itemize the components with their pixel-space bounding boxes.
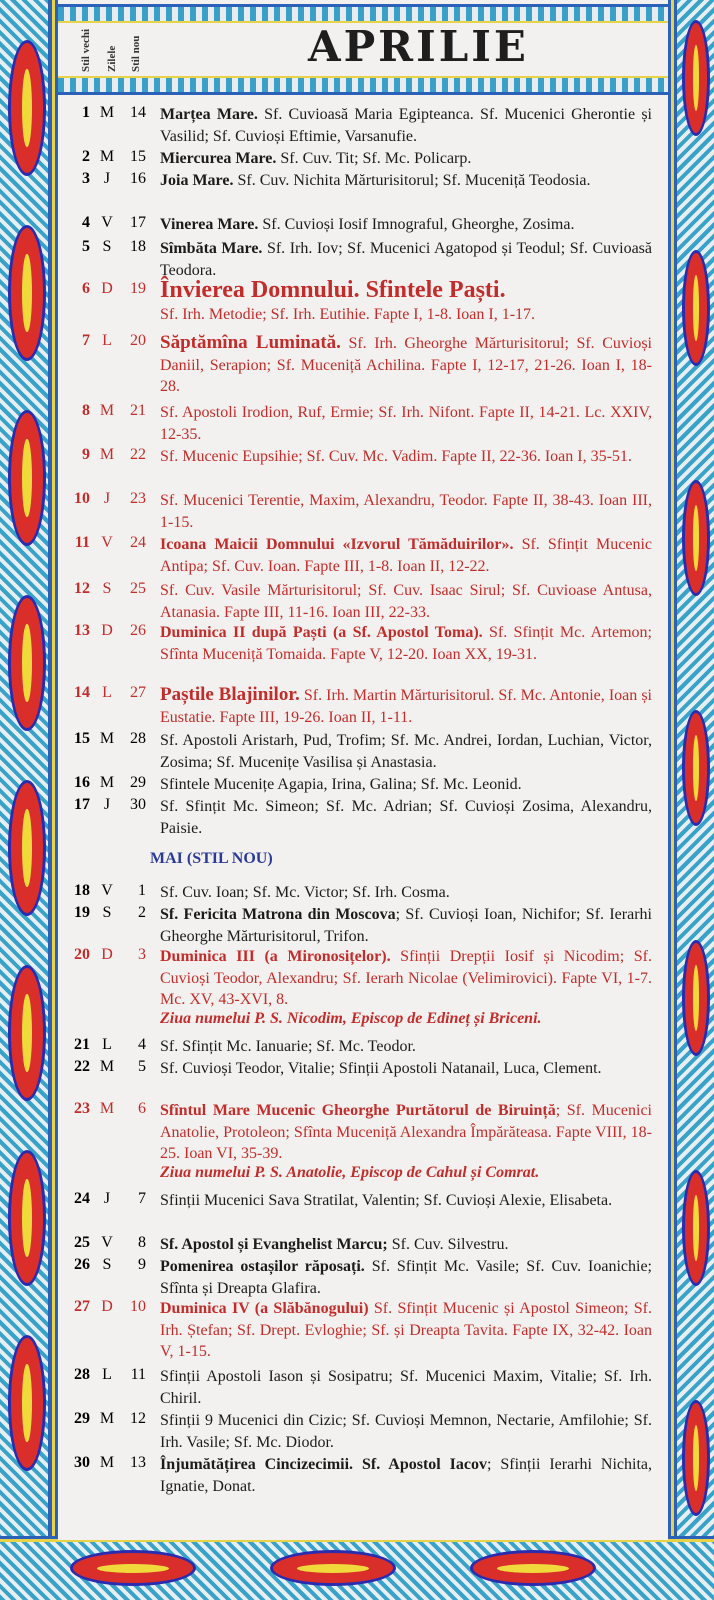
commemoration-text: Sf. Cuvioși Teodor, Vitalie; Sfinții Apostoli Natanail, Luca, Clement.	[160, 1060, 602, 1077]
column-header-old-style: Stil vechi	[80, 28, 92, 72]
feast-title: Miercurea Mare.	[160, 150, 277, 167]
feast-title: Duminica IV (a Slăbănogului)	[160, 1300, 369, 1317]
entry-text	[160, 622, 652, 665]
commemoration-text: Sf. Mucenici Terentie, Maxim, Alexandru, Teodor. Fapte II, 38-43. Ioan III, 1-15.	[160, 492, 652, 531]
old-style-date: 24	[74, 1190, 90, 1207]
commemoration-text: Sfinții Drepții Iosif și Nicodim; Sf. Cuvioși Teodor, Alexandru; Sf. Ierarh Nicolae (Velimirovici). Fapte VI, 1-7. Mc. XV, 43-XVI, 8.	[160, 948, 652, 1009]
old-style-date: 20	[74, 946, 90, 963]
new-style-date: 17	[130, 214, 146, 231]
new-style-date: 28	[130, 730, 146, 747]
old-style-date: 16	[74, 774, 90, 791]
feast-title: Înjumătățirea Cincizecimii. Sf. Apostol Iacov	[160, 1456, 487, 1473]
entry-text	[160, 946, 652, 1011]
ornament-medallion	[8, 1150, 46, 1286]
new-style-date: 9	[138, 1256, 146, 1273]
commemoration-text: ; Sfinții Ierarhi Nichita, Ignatie, Donat.	[160, 1456, 652, 1495]
commemoration-text: Sfinții 9 Mucenici din Cizic; Sf. Cuvioși Memnon, Nectarie, Amfilohie; Sf. Irh. Vasile; Sf. Mc. Diodor.	[160, 1412, 652, 1451]
ornament-medallion	[682, 1400, 710, 1516]
commemoration-text: Sf. Cuv. Vasile Mărturisitorul; Sf. Cuv. Isaac Sirul; Sf. Cuvioase Antusa, Atanasia. Fapte III, 11-16. Ioan III, 22-33.	[160, 582, 652, 621]
entry-text	[160, 1298, 652, 1363]
commemoration-text: Sf. Sfințit Mc. Artemon; Sfînta Muceniță Tomaida. Fapte V, 12-20. Ioan XX, 19-31.	[160, 624, 653, 663]
old-style-date: 6	[82, 280, 90, 297]
weekday-letter: J	[103, 170, 111, 187]
feast-title: Pomenirea ostașilor răposați.	[160, 1258, 365, 1275]
entry-text	[160, 402, 652, 445]
month-header	[58, 0, 668, 96]
old-style-date: 14	[74, 684, 90, 701]
old-style-date: 4	[82, 214, 90, 231]
new-style-date: 23	[130, 490, 146, 507]
new-style-date: 4	[138, 1036, 146, 1053]
new-style-date: 21	[130, 402, 146, 419]
ornament-medallion	[8, 965, 46, 1101]
ornament-medallion	[682, 480, 710, 596]
weekday-letter: J	[103, 1190, 111, 1207]
entry-text	[160, 148, 652, 170]
old-style-date: 13	[74, 622, 90, 639]
weekday-letter: V	[101, 1234, 113, 1251]
weekday-letter: M	[99, 446, 115, 463]
entry-text	[160, 104, 652, 147]
ornament-medallion	[8, 40, 46, 176]
ornament-medallion	[682, 250, 710, 366]
new-style-date: 6	[138, 1100, 146, 1117]
commemoration-text: Sf. Cuv. Ioan; Sf. Mc. Victor; Sf. Irh. Cosma.	[160, 884, 450, 901]
commemoration-text: Sf. Mucenic Eupsihie; Sf. Cuv. Mc. Vadim. Fapte II, 22-36. Ioan I, 35-51.	[160, 448, 632, 465]
commemoration-text: Sfintele Mucenițe Agapia, Irina, Galina; Sf. Mc. Leonid.	[160, 776, 522, 793]
weekday-letter: V	[101, 214, 113, 231]
old-style-date: 5	[82, 238, 90, 255]
commemoration-text: Sf. Sfințit Mucenic Antipa; Sf. Cuv. Ioan. Fapte III, 1-8. Ioan II, 12-22.	[160, 536, 652, 575]
old-style-date: 22	[74, 1058, 90, 1075]
entry-text	[160, 1100, 652, 1165]
feast-title: Vinerea Mare.	[160, 216, 259, 233]
ornament-medallion	[8, 595, 46, 731]
new-style-date: 1	[138, 882, 146, 899]
commemoration-text: Sf. Irh. Metodie; Sf. Irh. Eutihie. Fapte I, 1-8. Ioan I, 1-17.	[160, 305, 536, 323]
old-style-date: 17	[74, 796, 90, 813]
old-style-date: 8	[82, 402, 90, 419]
weekday-letter: D	[101, 280, 113, 297]
old-style-date: 26	[74, 1256, 90, 1273]
commemoration-text: Sf. Cuv. Silvestru.	[387, 1236, 509, 1253]
ornament-medallion	[8, 780, 46, 916]
weekday-letter: V	[101, 534, 113, 551]
commemoration-text: Sf. Irh. Gheorghe Mărturisitorul; Sf. Cuvioși Daniil, Serapion; Sf. Muceniță Achilina. Fapte I, 12-17, 21-26. Ioan I, 18-28.	[160, 335, 652, 396]
commemoration-text: Sf. Sfințit Mucenic și Apostol Simeon; Sf. Irh. Ștefan; Sf. Drept. Evloghie; Sf. și Dreapta Tavita. Fapte IX, 32-42. Ioan V, 1-15.	[160, 1300, 653, 1361]
feast-title: Duminica II după Paști (a Sf. Apostol Toma).	[160, 624, 483, 641]
commemoration-text: Sf. Cuvioși Iosif Imnograful, Gheorghe, Zosima.	[258, 216, 575, 233]
column-header-days: Zilele	[106, 45, 118, 72]
commemoration-text: Sf. Apostoli Irodion, Ruf, Ermie; Sf. Irh. Nifont. Fapte II, 14-21. Lc. XXIV, 12-35.	[160, 404, 652, 443]
weekday-letter: S	[102, 1256, 112, 1273]
old-style-date: 12	[74, 580, 90, 597]
weekday-letter: L	[102, 1366, 112, 1383]
weekday-letter: M	[99, 402, 115, 419]
entry-text	[160, 332, 652, 398]
weekday-letter: D	[101, 622, 113, 639]
new-style-date: 7	[138, 1190, 146, 1207]
weekday-letter: M	[99, 1100, 115, 1117]
new-style-date: 5	[138, 1058, 146, 1075]
entry-text	[160, 277, 652, 325]
weekday-letter: M	[99, 1410, 115, 1427]
new-style-date: 13	[130, 1454, 146, 1471]
new-style-date: 18	[130, 238, 146, 255]
weekday-letter: S	[102, 580, 112, 597]
new-style-date: 14	[130, 104, 146, 121]
name-day-note: Ziua numelui P. S. Anatolie, Episcop de Cahul și Comrat.	[160, 1164, 540, 1181]
column-header-new-style: Stil nou	[130, 35, 142, 72]
ornament-medallion	[70, 1550, 196, 1586]
feast-title: Sf. Apostol și Evanghelist Marcu;	[160, 1236, 388, 1253]
feast-title: Sf. Fericita Matrona din Moscova	[160, 906, 396, 923]
weekday-letter: M	[99, 730, 115, 747]
old-style-date: 27	[74, 1298, 90, 1315]
weekday-letter: S	[102, 238, 112, 255]
new-style-date: 30	[130, 796, 146, 813]
new-style-date: 3	[138, 946, 146, 963]
entry-text	[160, 446, 652, 468]
old-style-date: 21	[74, 1036, 90, 1053]
old-style-date: 28	[74, 1366, 90, 1383]
commemoration-text: Sf. Cuv. Tit; Sf. Mc. Policarp.	[276, 150, 472, 167]
header-top-band	[58, 4, 668, 23]
weekday-letter: L	[102, 684, 112, 701]
feast-title: Joia Mare.	[160, 172, 234, 189]
entry-text	[160, 904, 652, 947]
commemoration-text: Sf. Cuv. Nichita Mărturisitorul; Sf. Muceniță Teodosia.	[233, 172, 591, 189]
ornament-medallion	[8, 225, 46, 361]
commemoration-text: ; Sf. Cuvioși Ioan, Nichifor; Sf. Ierarhi Gheorghe Mărturisitorul, Trifon.	[160, 906, 652, 945]
new-style-date: 19	[130, 280, 146, 297]
old-style-date: 23	[74, 1100, 90, 1117]
old-style-date: 11	[74, 534, 90, 551]
ornament-medallion	[470, 1550, 596, 1586]
old-style-date: 30	[74, 1454, 90, 1471]
entry-text	[160, 238, 652, 281]
ornament-medallion	[270, 1550, 396, 1586]
entry-text	[160, 490, 652, 533]
weekday-letter: J	[103, 490, 111, 507]
entry-text	[160, 774, 652, 796]
new-style-date: 8	[138, 1234, 146, 1251]
feast-title: Paștile Blajinilor.	[160, 684, 300, 705]
old-style-date: 2	[82, 148, 90, 165]
weekday-letter: V	[101, 882, 113, 899]
commemoration-text: Sf. Cuvioasă Maria Egipteanca. Sf. Mucenici Gherontie și Vasilid; Sf. Cuvioși Eftimie, Varsanufie.	[160, 106, 652, 145]
entry-text	[160, 170, 652, 192]
old-style-date: 29	[74, 1410, 90, 1427]
commemoration-text: Sfinții Mucenici Sava Stratilat, Valentin; Sf. Cuvioși Alexie, Elisabeta.	[160, 1192, 613, 1209]
old-style-date: 1	[82, 104, 90, 121]
header-bottom-band	[58, 76, 668, 95]
commemoration-text: Sf. Sfințit Mc. Vasile; Sf. Cuv. Ioanichie; Sfînta și Dreapta Glafira.	[160, 1258, 652, 1297]
weekday-letter: L	[102, 332, 112, 349]
weekday-letter: L	[102, 1036, 112, 1053]
commemoration-text: Sf. Apostoli Aristarh, Pud, Trofim; Sf. Mc. Andrei, Iordan, Luchian, Victor, Zosima; Sf. Mucenițe Vasilisa și Anastasia.	[160, 732, 652, 771]
entry-text	[160, 796, 652, 839]
new-style-date: 25	[130, 580, 146, 597]
entry-text	[160, 1234, 652, 1256]
old-style-date: 18	[74, 882, 90, 899]
weekday-letter: M	[99, 104, 115, 121]
feast-title: Săptămîna Luminată.	[160, 332, 341, 353]
old-style-date: 15	[74, 730, 90, 747]
ornament-medallion	[682, 940, 710, 1056]
entry-text	[160, 1058, 652, 1080]
month-title: APRILIE	[308, 22, 529, 71]
feast-title: Duminica III (a Mironosițelor).	[160, 948, 391, 965]
old-style-date: 25	[74, 1234, 90, 1251]
weekday-letter: D	[101, 1298, 113, 1315]
ornament-medallion	[682, 1170, 710, 1286]
ornament-medallion	[682, 20, 710, 136]
old-style-date: 19	[74, 904, 90, 921]
entry-text	[160, 684, 652, 728]
old-style-date: 7	[82, 332, 90, 349]
weekday-letter: M	[99, 148, 115, 165]
entry-text	[160, 882, 652, 904]
new-style-date: 10	[130, 1298, 146, 1315]
entry-text	[160, 730, 652, 773]
new-style-date: 29	[130, 774, 146, 791]
feast-title: Sfîntul Mare Mucenic Gheorghe Purtătorul de Biruință	[160, 1102, 556, 1119]
entry-text	[160, 1256, 652, 1299]
commemoration-text: Sf. Irh. Martin Mărturisitorul. Sf. Mc. Antonie, Ioan și Eustatie. Fapte III, 19-26. Ioan II, 1-11.	[160, 687, 652, 726]
old-style-date: 3	[82, 170, 90, 187]
section-heading-may: MAI (STIL NOU)	[150, 850, 273, 867]
old-style-date: 10	[74, 490, 90, 507]
ornament-medallion	[8, 1335, 46, 1471]
new-style-date: 27	[130, 684, 146, 701]
commemoration-text: Sfinții Apostoli Iason și Sosipatru; Sf. Mucenici Maxim, Vitalie; Sf. Irh. Chiril.	[160, 1368, 652, 1407]
weekday-letter: M	[99, 1058, 115, 1075]
weekday-letter: M	[99, 1454, 115, 1471]
entry-text	[160, 1454, 652, 1497]
entry-text	[160, 580, 652, 623]
entry-text	[160, 214, 652, 236]
entry-text	[160, 1366, 652, 1409]
weekday-letter: M	[99, 774, 115, 791]
entry-text	[160, 1036, 652, 1058]
commemoration-text: ; Sf. Mucenici Anatolie, Protoleon; Sfînta Muceniță Alexandra Împărăteasa. Fapte VIII, 18-25. Ioan VI, 35-39.	[160, 1102, 652, 1163]
new-style-date: 26	[130, 622, 146, 639]
name-day-note: Ziua numelui P. S. Nicodim, Episcop de Edineț și Briceni.	[160, 1010, 542, 1027]
weekday-letter: S	[102, 904, 112, 921]
feast-title: Învierea Domnului. Sfintele Paști.	[160, 277, 506, 303]
feast-title: Marțea Mare.	[160, 106, 258, 123]
new-style-date: 22	[130, 446, 146, 463]
entry-text	[160, 1190, 652, 1212]
new-style-date: 12	[130, 1410, 146, 1427]
weekday-letter: D	[101, 946, 113, 963]
commemoration-text: Sf. Irh. Iov; Sf. Mucenici Agatopod și Teodul; Sf. Cuvioasă Teodora.	[160, 240, 652, 279]
new-style-date: 16	[130, 170, 146, 187]
feast-title: Sîmbăta Mare.	[160, 240, 263, 257]
new-style-date: 2	[138, 904, 146, 921]
entry-text	[160, 1410, 652, 1453]
ornament-medallion	[8, 410, 46, 546]
weekday-letter: J	[103, 796, 111, 813]
commemoration-text: Sf. Sfințit Mc. Simeon; Sf. Mc. Adrian; Sf. Cuvioși Zosima, Alexandru, Paisie.	[160, 798, 652, 837]
feast-title: Icoana Maicii Domnului «Izvorul Tămăduirilor».	[160, 536, 514, 553]
new-style-date: 24	[130, 534, 146, 551]
new-style-date: 15	[130, 148, 146, 165]
ornament-medallion	[682, 710, 710, 826]
entry-text	[160, 534, 652, 577]
commemoration-text: Sf. Sfințit Mc. Ianuarie; Sf. Mc. Teodor.	[160, 1038, 416, 1055]
new-style-date: 11	[130, 1366, 146, 1383]
new-style-date: 20	[130, 332, 146, 349]
old-style-date: 9	[82, 446, 90, 463]
